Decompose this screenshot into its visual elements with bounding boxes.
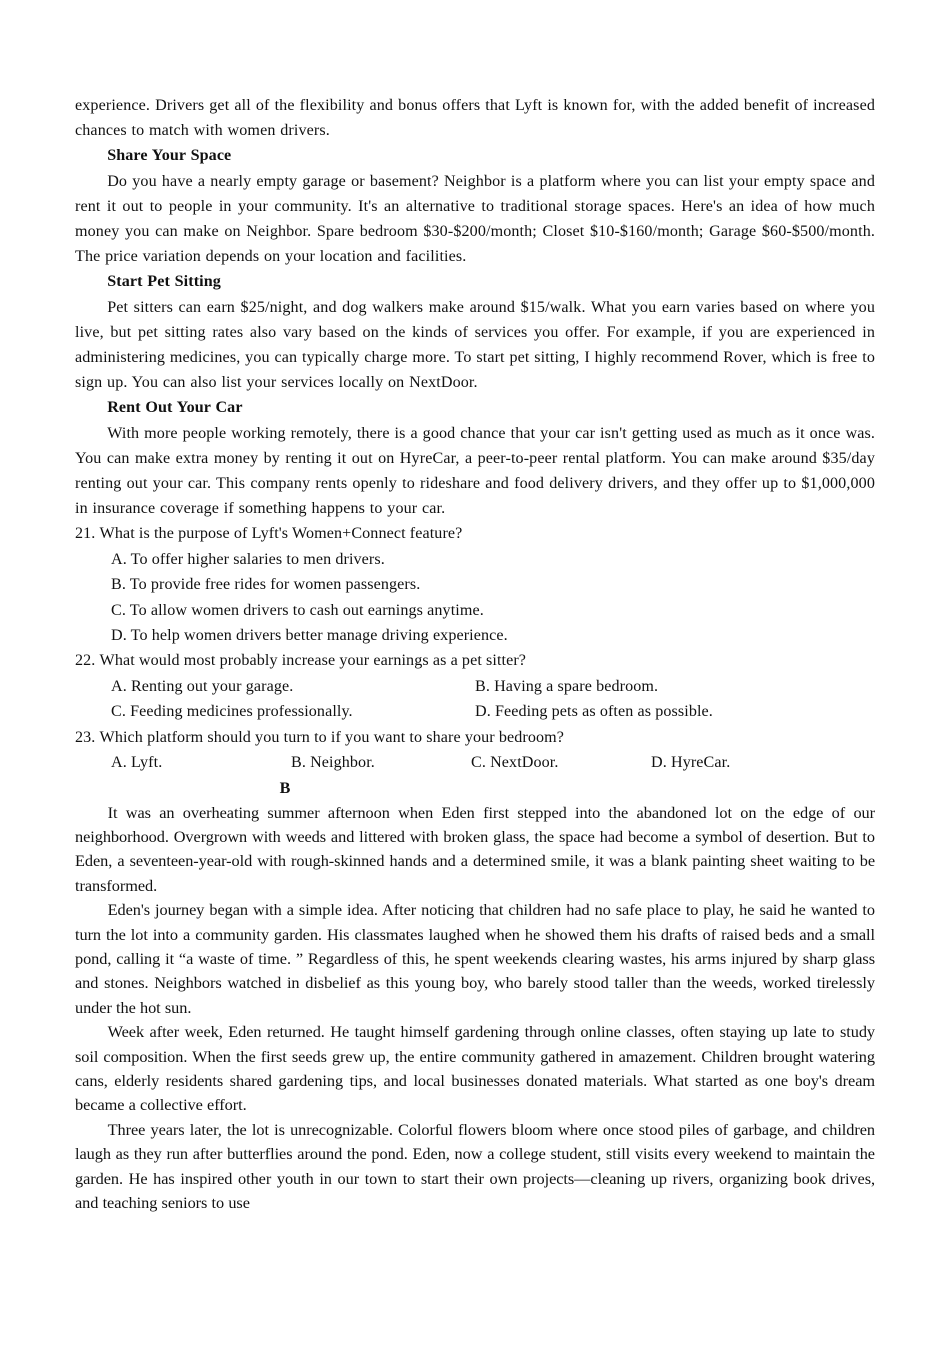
question-22-options-row-2 <box>75 699 875 724</box>
question-22-option-b[interactable]: B. Having a spare bedroom. <box>475 677 659 695</box>
paragraph-continued: experience. Drivers get all of the flexibility and bonus offers that Lyft is known for, with the added benefit of increased chances to match with women drivers. <box>75 97 875 140</box>
question-21-option-d-row <box>75 623 875 648</box>
passage-b-paragraph-4: Three years later, the lot is unrecognizable. Colorful flowers bloom where once stood piles of garbage, and children laugh as they run after butterflies around the pond. Eden, now a college student, still visits every weekend to maintain the garden. He has inspired other youth in our town to start their own projects—cleaning up rivers, organizing book drives, and teaching seniors to use <box>75 1119 875 1213</box>
question-22-option-c[interactable]: C. Feeding medicines professionally. <box>111 703 353 721</box>
question-23-option-a[interactable]: A. Lyft. <box>111 754 163 772</box>
question-21-number: 21. <box>75 525 96 543</box>
paragraph-start-pet-sitting: Pet sitters can earn $25/night, and dog walkers make around $15/walk. What you earn varies based on where you live, but pet sitting rates also vary based on the kinds of services you offer. For example, if you are experienced in administering medicines, you can typically charge more. To start pet sitting, I highly recommend Rover, which is free to sign up. You can also list your services locally on NextDoor. <box>75 298 875 392</box>
section-letter-b: B <box>279 779 291 797</box>
question-22-stem <box>75 648 875 673</box>
subheading-start-pet-sitting: Start Pet Sitting <box>107 273 221 291</box>
question-22-options-row-1 <box>75 674 875 699</box>
question-23-option-c[interactable]: C. NextDoor. <box>471 754 559 772</box>
question-21-option-a-row <box>75 547 875 572</box>
question-23-option-b[interactable]: B. Neighbor. <box>291 754 375 772</box>
passage-b-paragraph-1: It was an overheating summer afternoon when Eden first stepped into the abandoned lot on the edge of our neighborhood. Overgrown with weeds and littered with broken glass, the space had become a symbol of desertion. But to Eden, a seventeen-year-old with rough-skinned hands and a determined smile, it was a blank painting sheet waiting to be transformed. <box>75 802 875 895</box>
question-23-stem <box>75 725 875 750</box>
document-page <box>75 0 875 1345</box>
question-23-text: Which platform should you turn to if you want to share your bedroom? <box>99 728 565 746</box>
question-21-option-c[interactable]: C. To allow women drivers to cash out earnings anytime. <box>111 601 484 619</box>
question-21-option-b[interactable]: B. To provide free rides for women passengers. <box>111 576 421 594</box>
question-21-stem <box>75 521 875 546</box>
question-22-number: 22. <box>75 652 96 670</box>
question-21-option-c-row <box>75 598 875 623</box>
question-21-option-a[interactable]: A. To offer higher salaries to men drivers. <box>111 550 385 568</box>
passage-b-paragraph-3: Week after week, Eden returned. He taught himself gardening through online classes, often staying up late to study soil composition. When the first seeds grew up, the entire community gathered in amazement. Children brought watering cans, elderly residents shared gardening tips, and local businesses donated materials. What started as one boy's dream became a collective effort. <box>75 1022 875 1115</box>
paragraph-share-your-space: Do you have a nearly empty garage or basement? Neighbor is a platform where you can list your empty space and rent it out to people in your community. It's an alternative to traditional storage spaces. Here's an idea of how much money you can make on Neighbor. Spare bedroom $30-$200/month; Closet $10-$160/month; Garage $60-$500/month. The price variation depends on your location and facilities. <box>75 172 875 266</box>
question-23-number: 23. <box>75 728 96 746</box>
questions-list <box>75 521 875 775</box>
question-23-option-d[interactable]: D. HyreCar. <box>651 754 731 772</box>
passage-b-paragraph-2: Eden's journey began with a simple idea. After noticing that children had no safe place to play, he said he wanted to turn the lot into a community garden. His classmates laughed when he showed them his drafts of raised beds and a small pond, calling it “a waste of time. ” Regardless of this, he spent weekends clearing wastes, his arms injured by sharp glass and stones. Neighbors watched in disbelief as this young boy, who barely stood taller than the weeds, worked tirelessly under the hot sun. <box>75 900 875 1017</box>
paragraph-rent-out-your-car: With more people working remotely, there is a good chance that your car isn't getting used as much as it once was. You can make extra money by renting it out on HyreCar, a peer-to-peer rental platform. You can make around $35/day renting out your car. This company rents openly to rideshare and food delivery drivers, and they offer up to $1,000,000 in insurance coverage if something happens to your car. <box>75 424 875 518</box>
question-22-text: What would most probably increase your earnings as a pet sitter? <box>99 652 527 670</box>
subheading-rent-out-your-car: Rent Out Your Car <box>107 399 243 417</box>
question-22-option-a[interactable]: A. Renting out your garage. <box>111 677 294 695</box>
subheading-share-your-space: Share Your Space <box>107 147 232 165</box>
question-22-option-d[interactable]: D. Feeding pets as often as possible. <box>475 703 713 721</box>
passage-b <box>75 801 875 1216</box>
passage-a <box>75 0 875 521</box>
question-21-option-b-row <box>75 572 875 597</box>
question-23-options-row <box>75 750 875 775</box>
question-21-option-d[interactable]: D. To help women drivers better manage driving experience. <box>111 627 508 645</box>
question-21-text: What is the purpose of Lyft's Women+Connect feature? <box>99 525 463 543</box>
